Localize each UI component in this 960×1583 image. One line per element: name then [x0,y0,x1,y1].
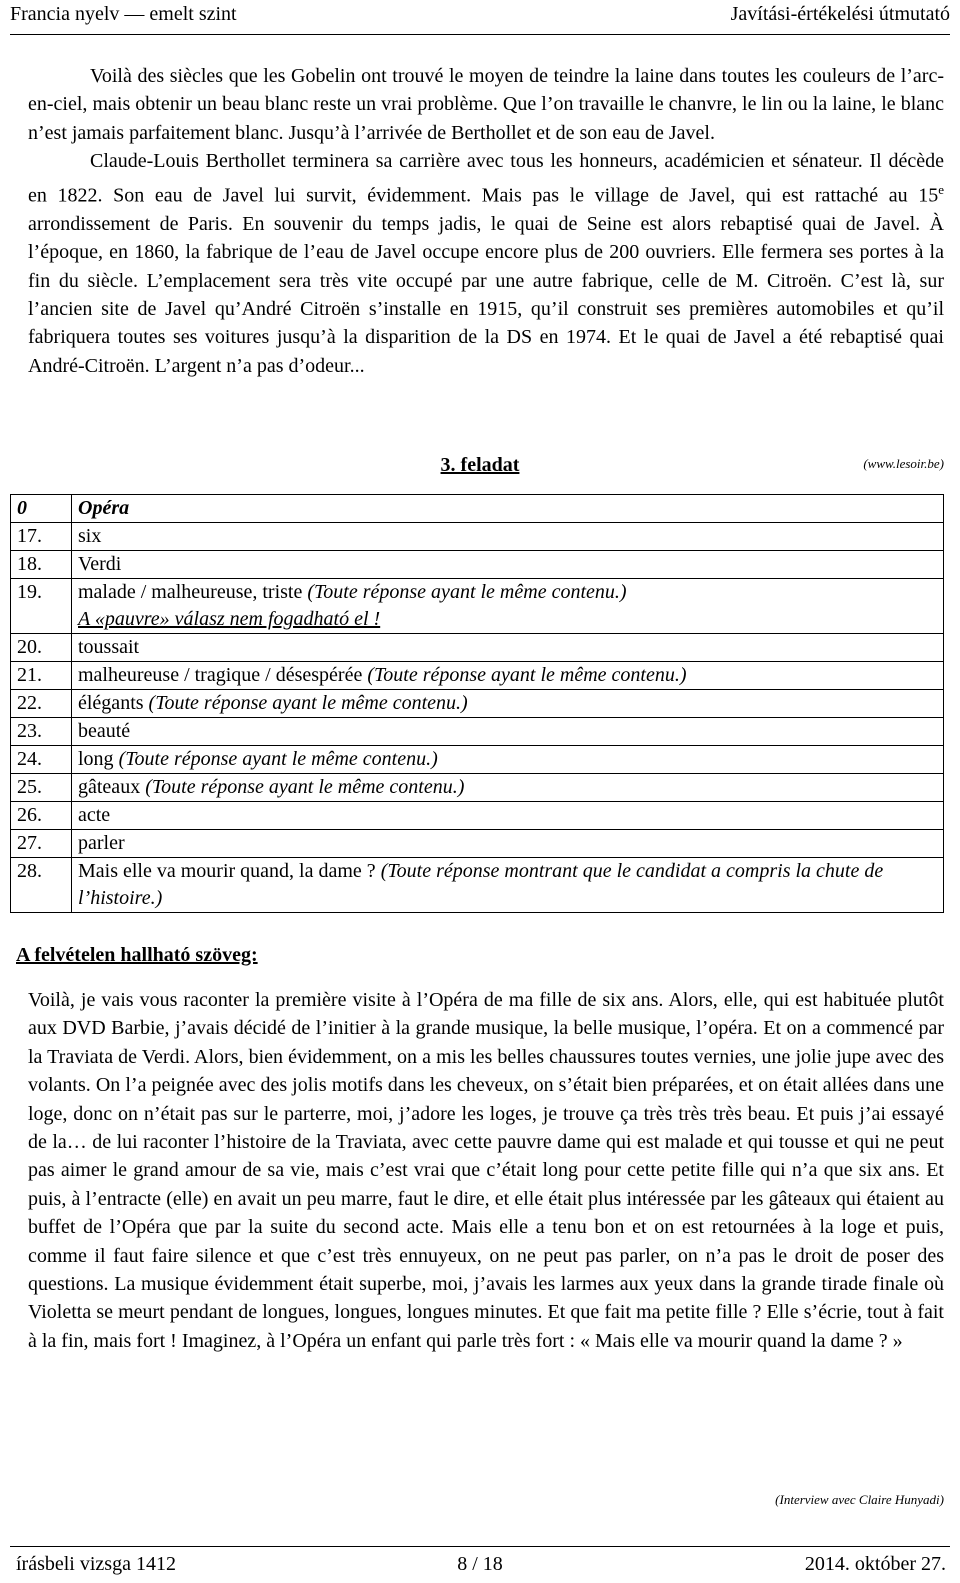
answer-cell [72,551,944,579]
answer-note: (Toute réponse montrant que le candidat a compris la chute de l’histoire.) [78,860,884,909]
answer-key-body [11,495,944,913]
answer-text: malheureuse / tragique / désespérée [78,664,368,686]
answer-number: 27. [11,830,72,858]
table-row [11,690,944,718]
reading-paragraph-2-part-a: Claude-Louis Berthollet terminera sa carrière avec tous les honneurs, académicien et sénateur. Il décède en 1822. Son eau de Javel lui survit, évidemment. Mais pas le village de Javel, qui est rattaché au 15 [28,150,944,207]
answer-note: (Toute réponse ayant le même contenu.) [145,776,465,798]
answer-text: toussait [78,636,140,658]
table-row [11,746,944,774]
answer-number: 26. [11,802,72,830]
reading-paragraph-2 [28,147,944,380]
answer-number: 24. [11,746,72,774]
answer-number: 17. [11,523,72,551]
answer-text: Mais elle va mourir quand, la dame ? [78,860,381,882]
reading-paragraph-2-part-b: arrondissement de Paris. En souvenir du temps jadis, le quai de Seine est alors rebaptisé quai de Javel. À l’époque, en 1860, la fabrique de l’eau de Javel occupe encore plus de 200 ouvriers. Elle fermera ses portes à la fin du siècle. L’emplacement sera très vite occupé par une autre fabrique, celle de M. Citroën. C’est là, sur l’ancien site de Javel qu’André Citroën s’installe en 1915, qu’il construit ses premières automobiles et qu’il fabriquera toutes ses voitures jusqu’à la disparition de la DS en 1974. Et le quai de Javel a été rebaptisé quai André-Citroën. L’argent n’a pas d’odeur... [28,212,944,377]
answer-cell [72,579,944,634]
answer-note: (Toute réponse ayant le même contenu.) [307,581,627,603]
table-row [11,495,944,523]
answer-cell [72,634,944,662]
answer-text: acte [78,804,111,826]
answer-text: parler [78,832,125,854]
answer-cell [72,523,944,551]
answer-text: beauté [78,720,131,742]
table-row [11,774,944,802]
footer-page-number: 8 / 18 [457,1553,503,1575]
task-title: 3. feladat [440,454,520,476]
table-row [11,523,944,551]
table-row [11,551,944,579]
answer-cell [72,858,944,913]
answer-text: Opéra [78,497,130,519]
answer-number: 28. [11,858,72,913]
table-row [11,802,944,830]
answer-number: 19. [11,579,72,634]
answer-cell [72,495,944,523]
page-footer [0,1546,960,1583]
answer-number: 22. [11,690,72,718]
footer-rule [10,1546,950,1547]
footer-exam-code: írásbeli vizsga 1412 [16,1553,176,1575]
listening-source: (Interview avec Claire Hunyadi) [775,1492,944,1507]
answer-text: malade / malheureuse, triste [78,581,308,603]
answer-text: six [78,525,102,547]
table-row [11,830,944,858]
answer-cell [72,662,944,690]
answer-warning: A «pauvre» válasz nem fogadható el ! [78,608,381,630]
answer-cell [72,830,944,858]
answer-note: (Toute réponse ayant le même contenu.) [367,664,687,686]
header-subject: Francia nyelv — emelt szint [10,3,237,25]
answer-text: gâteaux [78,776,146,798]
answer-cell [72,690,944,718]
answer-text: élégants [78,692,149,714]
table-row [11,718,944,746]
answer-text: Verdi [78,553,122,575]
answer-cell [72,746,944,774]
answer-number: 25. [11,774,72,802]
answer-cell [72,774,944,802]
footer-date: 2014. október 27. [804,1553,946,1575]
reading-source: (www.lesoir.be) [863,456,944,471]
answer-number: 20. [11,634,72,662]
answer-cell [72,718,944,746]
header-doc-type: Javítási-értékelési útmutató [730,3,950,25]
answer-text: long [78,748,119,770]
listening-text [28,986,944,1355]
reading-paragraph-1: Voilà des siècles que les Gobelin ont trouvé le moyen de teindre la laine dans toutes les couleurs de l’arc-en-ciel, mais obtenir un beau blanc reste un vrai problème. Que l’on travaille le chanvre, le lin ou la laine, le blanc n’est jamais parfaitement blanc. Jusqu’à l’arrivée de Berthollet et de son eau de Javel. [28,65,944,144]
answer-key-table [10,494,944,913]
answer-number: 18. [11,551,72,579]
reading-text [28,62,944,380]
answer-note: (Toute réponse ayant le même contenu.) [148,692,468,714]
table-row [11,662,944,690]
answer-number: 0 [11,495,72,523]
table-row [11,634,944,662]
answer-note: (Toute réponse ayant le même contenu.) [118,748,438,770]
listening-title: A felvételen hallható szöveg: [16,944,258,966]
answer-cell [72,802,944,830]
header-rule [10,34,950,35]
answer-number: 23. [11,718,72,746]
table-row [11,579,944,634]
answer-number: 21. [11,662,72,690]
table-row [11,858,944,913]
listening-paragraph: Voilà, je vais vous raconter la première visite à l’Opéra de ma fille de six ans. Alors, elle, qui est habituée plutôt aux DVD Barbie, j’avais décidé de l’initier à la grande musique, la belle musique, l’opéra. Et on a commencé par la Traviata de Verdi. Alors, bien évidemment, on a mis les belles chaussures toutes vernies, une jolie jupe avec des volants. On l’a peignée avec des jolis motifs dans les cheveux, on s’était bien préparées, et on était allées dans une loge, donc on n’était pas sur le parterre, moi, j’adore les loges, je trouve ça très très très beau. Et puis j’ai essayé de la… de lui raconter l’histoire de la Traviata, avec cette pauvre dame qui est malade et qui tousse et qui ne peut pas aimer le grand amour de sa vie, mais c’est vrai que c’était long pour cette petite fille qui n’a que six ans. Et puis, à l’entracte (elle) en avait un peu marre, faut le dire, et elle était plus intéressée par les gâteaux qui étaient au buffet de l’Opéra que par la suite du second acte. Mais elle a tenu bon et on est retournées à la loge et puis, comme il faut faire silence et que c’est très ennuyeux, on ne peut pas parler, on n’a pas le droit de poser des questions. La musique évidemment était superbe, moi, j’avais les larmes aux yeux dans la grande tirade finale où Violetta se meurt pendant de longues, longues, longues minutes. Et que fait ma petite fille ? Elle s’écrie, tout à fait à la fin, mais fort ! Imaginez, à l’Opéra un enfant qui parle très fort : « Mais elle va mourir quand la dame ? » [28,989,944,1352]
superscript: e [938,181,944,197]
page-header [0,0,960,36]
